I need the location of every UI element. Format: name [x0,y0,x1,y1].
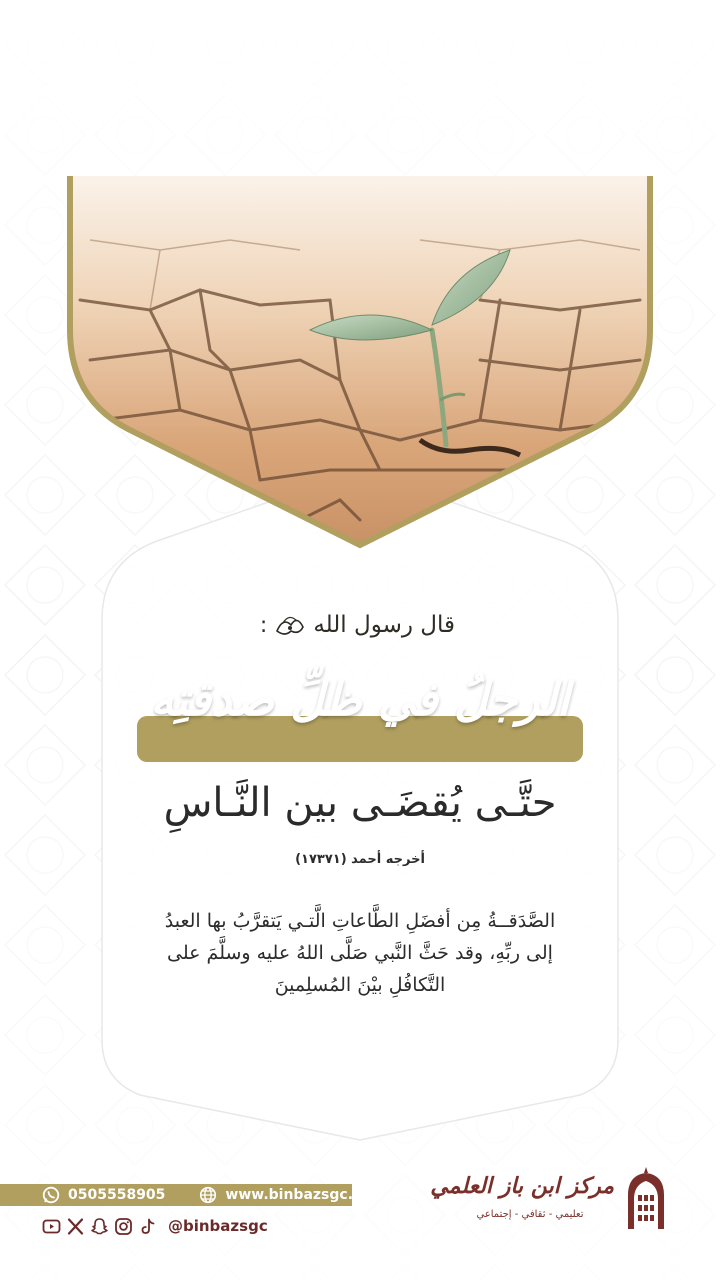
tiktok-icon[interactable] [138,1217,157,1236]
youtube-icon[interactable] [42,1217,61,1236]
social-links [42,1214,268,1238]
hadith-intro [250,605,455,645]
globe-icon [199,1186,217,1204]
hadith-subtitle: حتَّـى يُقضَـى بين النَّـاسِ [163,780,557,826]
social-handle[interactable]: @binbazsgc [168,1217,268,1235]
instagram-icon[interactable] [114,1217,133,1236]
whatsapp-icon[interactable] [42,1186,60,1204]
body-line: إلى ربِّهِ، وقد حَثَّ النَّبي صَلَّى اللهُ عليه وسلَّمَ على [167,942,553,964]
hadith-source: أخرجه أحمد (١٧٣٧١) [295,852,425,867]
logo-name: مركز ابن باز العلمي [430,1173,614,1199]
center-logo [430,1165,676,1235]
intro-colon: : [259,612,268,638]
mosque-dome-logo-icon [618,1165,674,1231]
salawat-calligraphy-icon [273,611,307,639]
body-line: الصَّدَقــةُ مِن أفضَلِ الطَّاعاتِ الَّتـي يَتقرَّبُ بها العبدُ [164,910,556,932]
body-paragraph [150,905,570,1001]
contact-row [42,1184,380,1206]
hadith-title: الرجلُ في ظلِّ صدقتِه [150,672,570,726]
intro-text: قال رسول الله [313,612,455,638]
website-link[interactable]: www.binbazsgc.org [225,1187,380,1203]
x-icon[interactable] [66,1217,85,1236]
body-line: التَّكافُلِ بيْنَ المُسلِمينَ [274,974,446,996]
seedling-cracked-earth-image [0,0,720,560]
snapchat-icon[interactable] [90,1217,109,1236]
logo-tagline: تعليمي - ثقافي - إجتماعي [476,1209,584,1220]
phone-number[interactable]: 0505558905 [68,1187,166,1203]
